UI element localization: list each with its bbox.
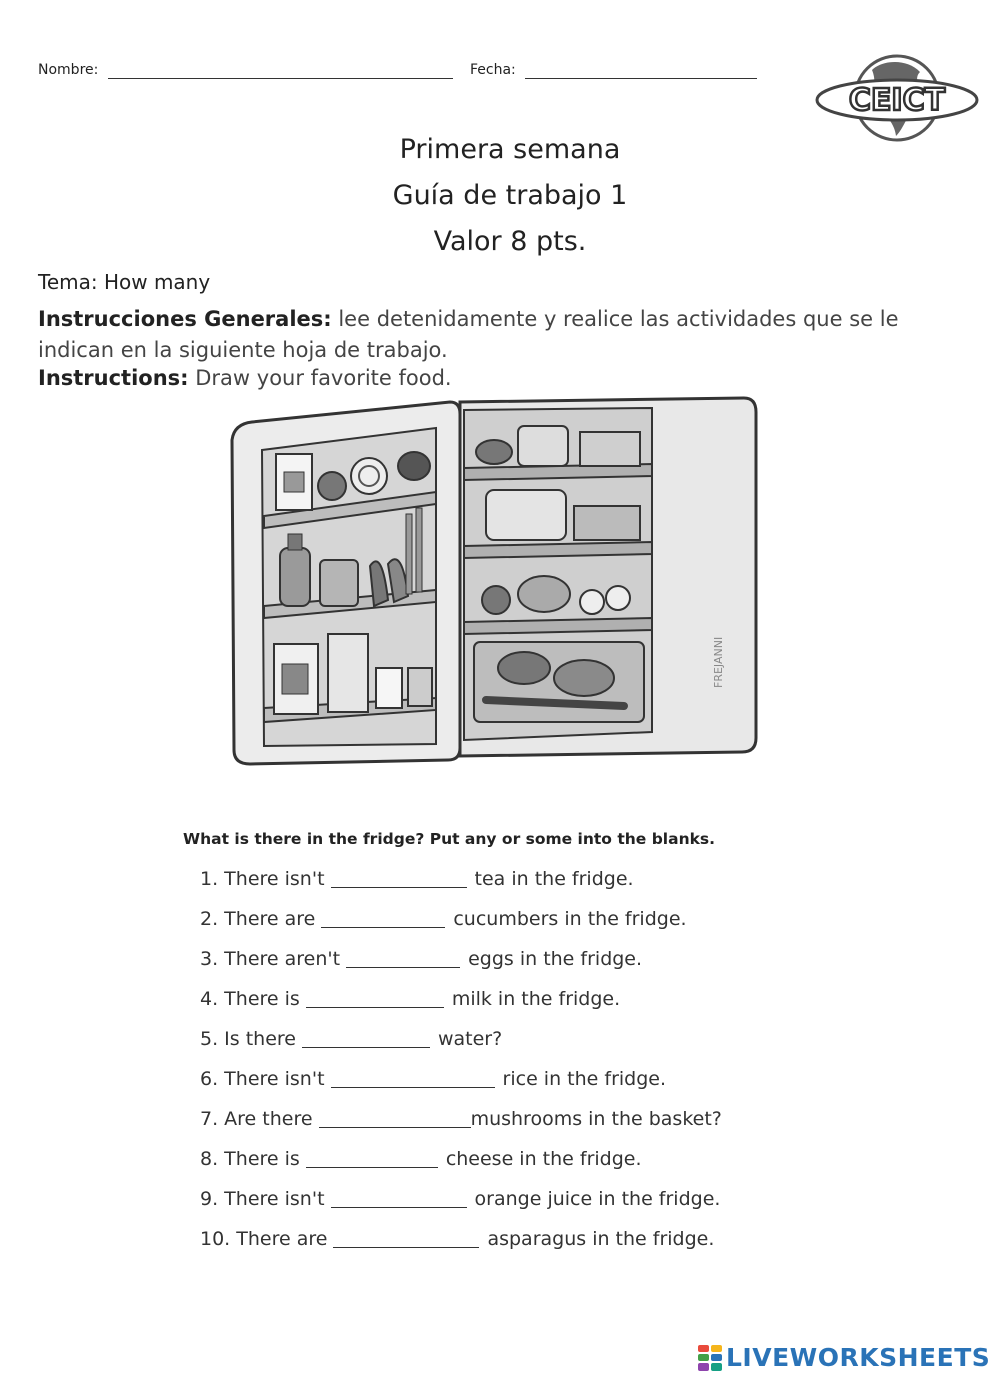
general-instructions-line2: indican en la siguiente hoja de trabajo.: [38, 338, 448, 362]
item-before: 7. Are there: [200, 1108, 313, 1130]
exercise-item-7: [200, 1108, 722, 1130]
item-after: asparagus in the fridge.: [487, 1228, 715, 1250]
title-week: Primera semana: [399, 134, 621, 165]
item-after: eggs in the fridge.: [468, 948, 643, 970]
exercise-item-4: [200, 988, 620, 1010]
liveworksheets-logo-icon: [698, 1345, 722, 1371]
item-before: 9. There isn't: [200, 1188, 325, 1210]
item-after: cheese in the fridge.: [445, 1148, 642, 1170]
item-after: milk in the fridge.: [451, 988, 621, 1010]
general-instructions-text: lee detenidamente y realice las actividades que se le: [331, 307, 899, 331]
answer-blank-5[interactable]: [302, 1030, 430, 1048]
answer-blank-10[interactable]: [333, 1230, 479, 1248]
instructions-label: Instructions:: [38, 366, 189, 390]
answer-blank-6[interactable]: [331, 1070, 495, 1088]
item-after: orange juice in the fridge.: [474, 1188, 721, 1210]
illustration-signature: FREJANNI: [712, 636, 725, 688]
exercise-item-10: [200, 1228, 714, 1250]
item-after: cucumbers in the fridge.: [453, 908, 687, 930]
item-after: water?: [437, 1028, 503, 1050]
item-before: 3. There aren't: [200, 948, 341, 970]
answer-blank-2[interactable]: [321, 910, 445, 928]
item-after: mushrooms in the basket?: [470, 1108, 722, 1130]
item-before: 2. There are: [200, 908, 316, 930]
exercise-item-2: [200, 908, 687, 930]
answer-blank-4[interactable]: [306, 990, 444, 1008]
exercise-item-1: [200, 868, 634, 890]
exercise-item-5: [200, 1028, 502, 1050]
topic-label: Tema: How many: [38, 270, 211, 294]
item-before: 10. There are: [200, 1228, 328, 1250]
item-after: tea in the fridge.: [474, 868, 634, 890]
logo-text: CEICT: [848, 83, 946, 118]
answer-blank-3[interactable]: [346, 950, 460, 968]
fridge-illustration: [224, 388, 764, 778]
liveworksheets-text: LIVEWORKSHEETS: [726, 1343, 991, 1372]
title-value: Valor 8 pts.: [433, 226, 587, 257]
instructions-line: [38, 366, 452, 390]
liveworksheets-brand[interactable]: [698, 1343, 990, 1372]
exercise-item-3: [200, 948, 642, 970]
answer-blank-8[interactable]: [306, 1150, 438, 1168]
general-instructions-label: Instrucciones Generales:: [38, 307, 332, 331]
exercise-item-6: [200, 1068, 666, 1090]
name-blank: [108, 78, 453, 79]
answer-blank-1[interactable]: [331, 870, 467, 888]
item-before: 1. There isn't: [200, 868, 325, 890]
item-before: 4. There is: [200, 988, 300, 1010]
date-blank: [525, 78, 757, 79]
date-label: Fecha:: [470, 62, 516, 78]
item-before: 6. There isn't: [200, 1068, 325, 1090]
exercise-item-8: [200, 1148, 642, 1170]
item-before: 5. Is there: [200, 1028, 296, 1050]
general-instructions-line1: [38, 307, 899, 331]
instructions-text: Draw your favorite food.: [188, 366, 452, 390]
answer-blank-9[interactable]: [331, 1190, 467, 1208]
title-guide: Guía de trabajo 1: [392, 180, 628, 211]
answer-blank-7[interactable]: [319, 1110, 471, 1128]
item-before: 8. There is: [200, 1148, 300, 1170]
item-after: rice in the fridge.: [502, 1068, 667, 1090]
exercise-item-9: [200, 1188, 720, 1210]
name-label: Nombre:: [38, 62, 99, 78]
exercise-title: What is there in the fridge? Put any or some into the blanks.: [183, 830, 716, 848]
